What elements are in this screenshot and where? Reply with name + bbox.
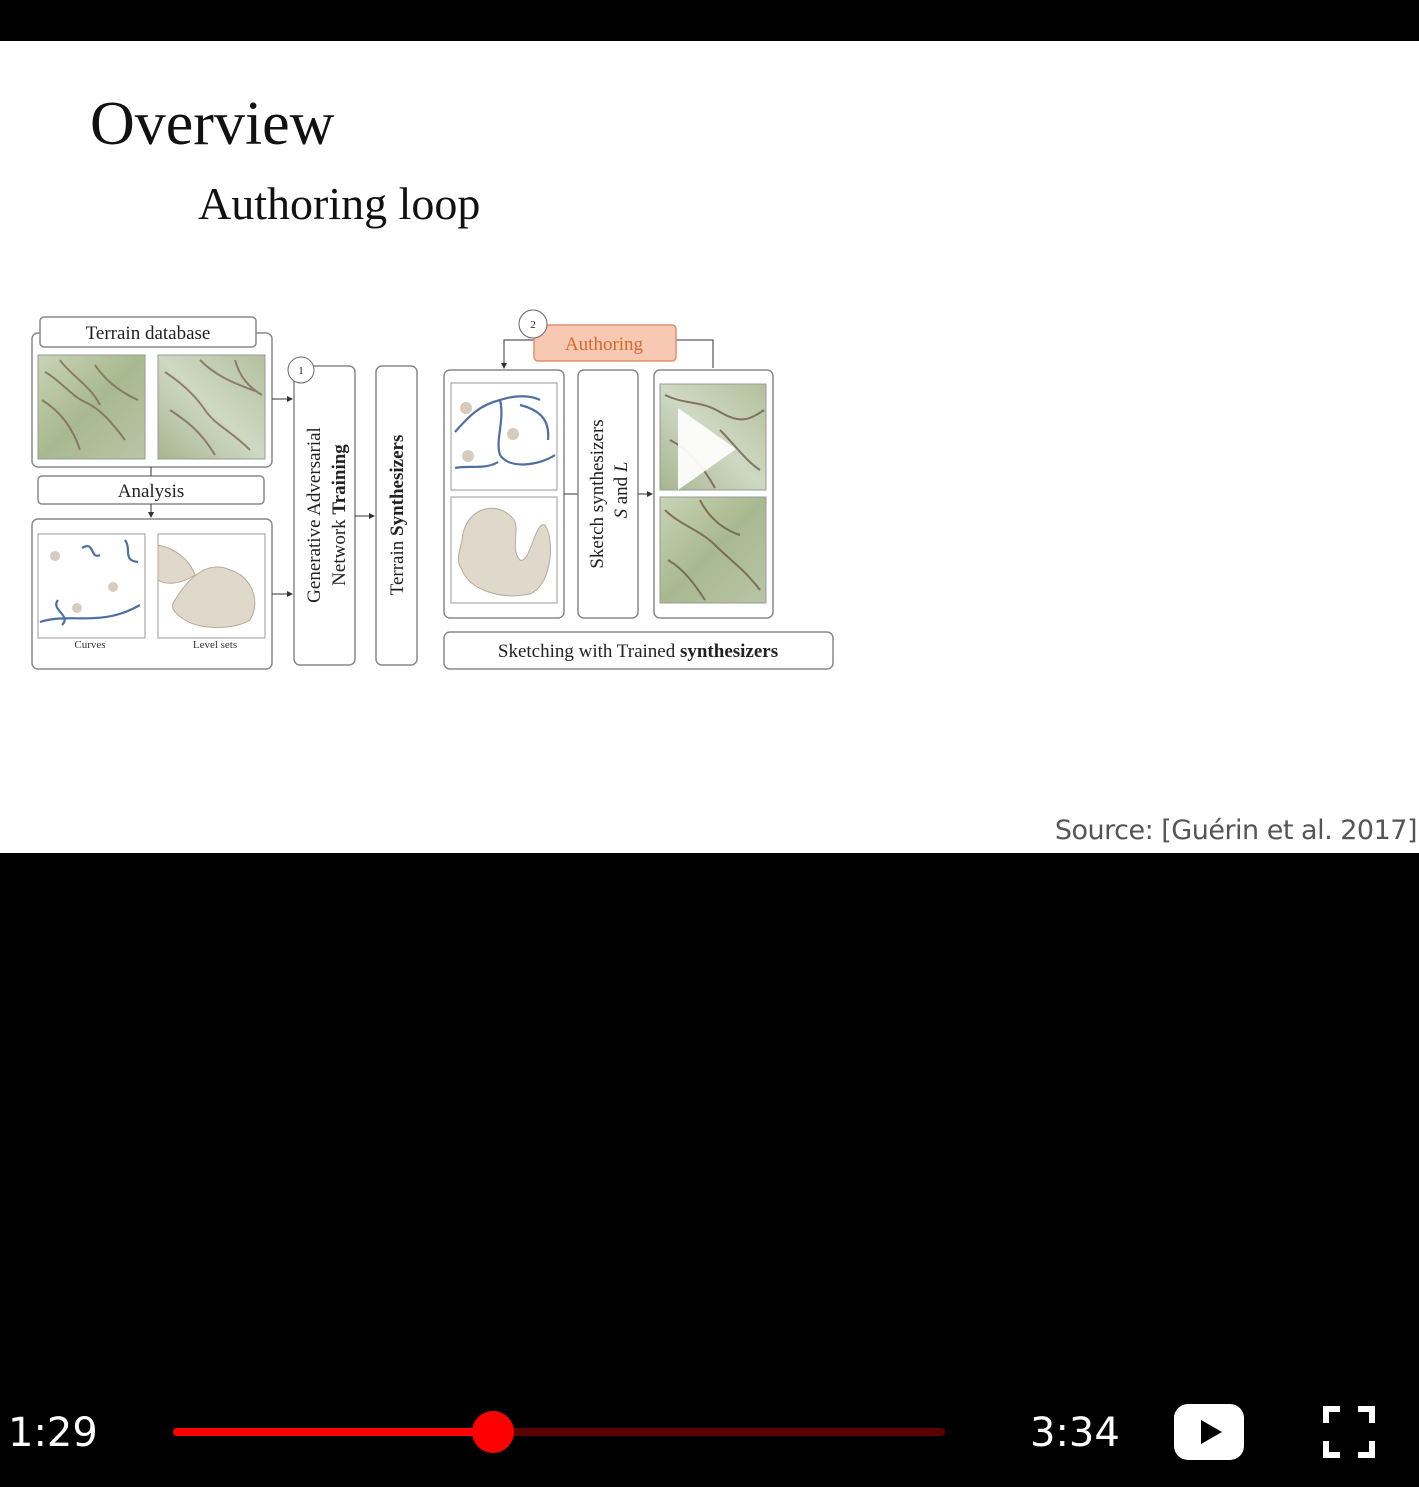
output-terrains-group	[654, 370, 773, 618]
seek-bar-progress	[173, 1428, 493, 1436]
level-sets-label: Level sets	[192, 639, 238, 651]
play-icon	[1174, 1404, 1244, 1460]
fullscreen-icon	[1323, 1406, 1375, 1458]
curves-label: Curves	[74, 639, 106, 651]
authoring-label: Authoring	[564, 334, 644, 355]
step-1-number: 1	[298, 365, 304, 377]
seek-bar[interactable]	[173, 1428, 945, 1436]
terrain-image-1	[38, 355, 145, 459]
current-time: 1:29	[8, 1410, 98, 1456]
analysis-label: Analysis	[117, 481, 185, 502]
user-sketches-group	[444, 370, 578, 618]
gan-line1: Generative Adversarial	[304, 427, 325, 603]
authoring-loop-diagram	[0, 41, 1419, 853]
terrain-synthesizers-label: Terrain Synthesizers	[387, 434, 408, 596]
player-controls	[0, 1380, 1419, 1487]
terrain-database-label: Terrain database	[85, 323, 211, 344]
terrain-image-2	[158, 355, 265, 459]
slide-subtitle: Authoring loop	[198, 178, 481, 229]
sketch-synthesizers-label: Sketch synthesizers	[587, 419, 608, 569]
sketch-examples-group	[32, 519, 292, 669]
fullscreen-button[interactable]	[1323, 1406, 1375, 1458]
seek-handle[interactable]	[472, 1411, 514, 1453]
sketch-synthesizers-symbols: S and L	[611, 461, 632, 519]
gan-line2: Network Training	[329, 444, 350, 586]
step-2-number: 2	[530, 319, 536, 331]
terrain-database-group	[32, 317, 292, 467]
slide-title: Overview	[90, 90, 335, 158]
play-button[interactable]	[1174, 1404, 1244, 1460]
video-frame-slide	[0, 41, 1419, 853]
sketching-label: Sketching with Trained synthesizers	[497, 641, 779, 662]
source-citation: Source: [Guérin et al. 2017]	[1054, 815, 1417, 846]
duration: 3:34	[1030, 1410, 1120, 1456]
